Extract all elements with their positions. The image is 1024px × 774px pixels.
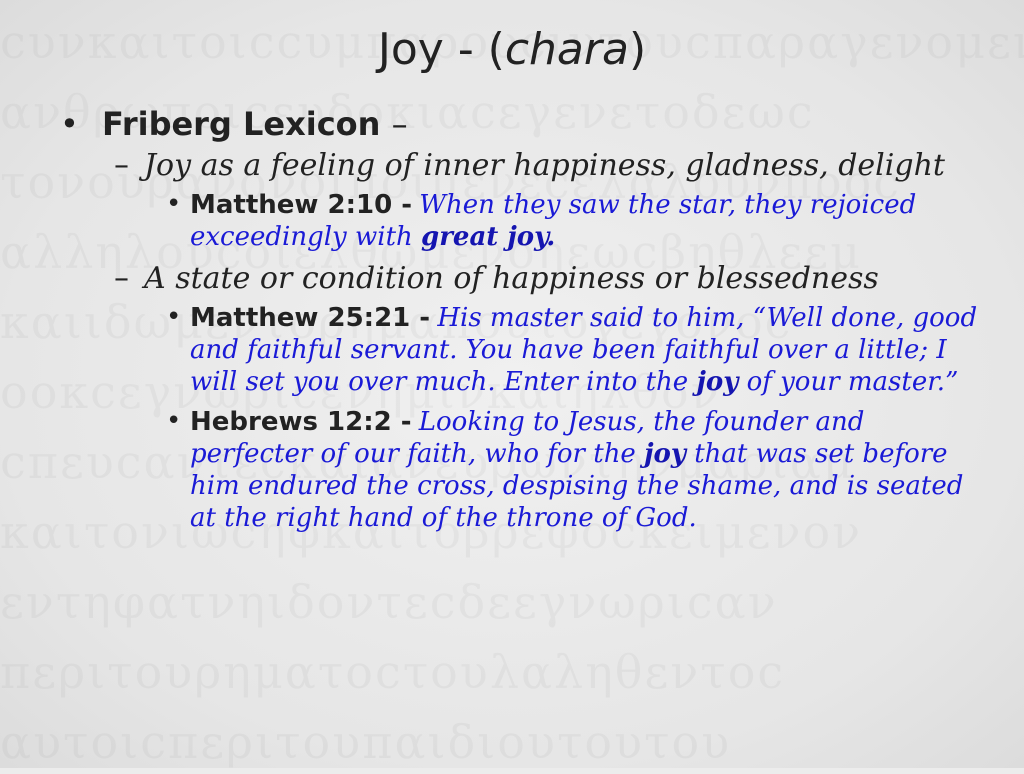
verse-item — [166, 406, 980, 534]
title-greek-word: chara — [504, 24, 629, 75]
definition-item — [114, 148, 980, 183]
definition-text: Joy as a feeling of inner happiness, gladness, delight — [144, 148, 945, 183]
title-prefix: Joy - ( — [377, 24, 505, 75]
verse-reference: Hebrews 12:2 - — [190, 407, 412, 437]
definition-item — [114, 261, 980, 296]
bullet-dot: • — [166, 189, 182, 219]
verse-emphasis: joy — [696, 367, 739, 397]
background-manuscript-texture — [0, 640, 1024, 704]
background-manuscript-texture — [0, 710, 1024, 774]
dash-marker: – — [114, 261, 129, 296]
bullet-dot: • — [166, 302, 182, 332]
verse-reference: Matthew 25:21 - — [190, 303, 431, 333]
slide-content — [60, 102, 980, 534]
bullet-dot: • — [60, 105, 79, 143]
bullet-dot: • — [166, 406, 182, 436]
main-bullet — [60, 102, 980, 146]
slide-title — [0, 20, 1024, 80]
verse-emphasis: great joy. — [421, 222, 556, 252]
verse-reference: Matthew 2:10 - — [190, 190, 413, 220]
verse-text-after: that was set before him endured the cross, despising the shame, and is seated at the right hand of the throne of God. — [190, 439, 964, 533]
title-suffix: ) — [628, 24, 647, 75]
verse-item — [166, 302, 980, 398]
verse-text: When they saw the star, they rejoiced exceedingly with — [190, 190, 917, 252]
verse-text: Looking to Jesus, the founder and perfecter of our faith, who for the — [190, 407, 865, 469]
background-manuscript-texture — [0, 570, 1024, 634]
verse-emphasis: joy — [644, 439, 686, 469]
verse-text: His master said to him, “Well done, good and faithful servant. You have been faithful over a little; I will set you over much. Enter into the — [190, 303, 978, 397]
verse-item — [166, 189, 980, 253]
verse-text-after: of your master.” — [746, 367, 959, 397]
dash-marker: – — [114, 148, 129, 183]
main-bullet-label: Friberg Lexicon — [102, 105, 381, 143]
main-bullet-dash: – — [391, 105, 408, 143]
definition-text: A state or condition of happiness or blessedness — [144, 261, 879, 296]
